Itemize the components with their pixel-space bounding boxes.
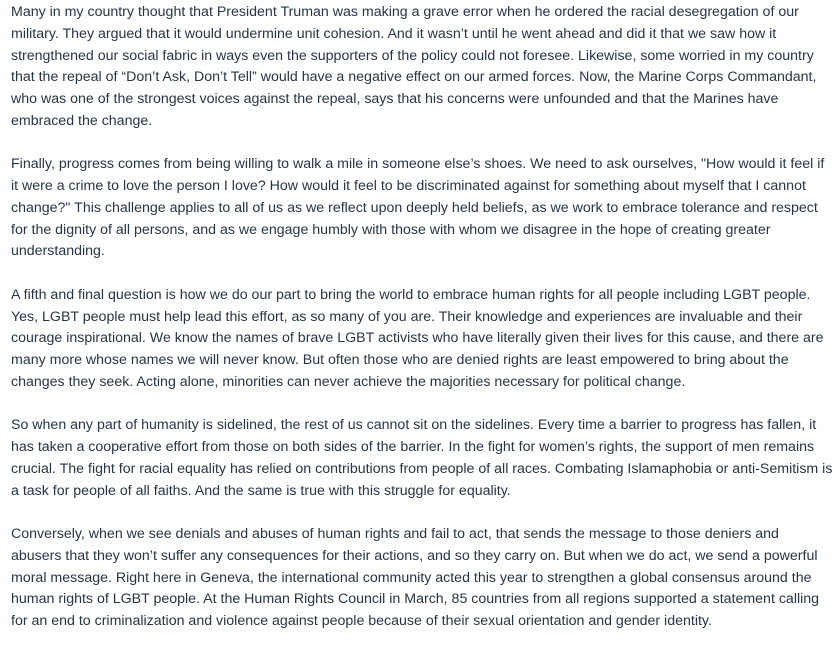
article-body [11,2,833,633]
paragraph: So when any part of humanity is sidelined, the rest of us cannot sit on the sidelines. Every time a barrier to progress has fallen, it has taken a cooperative effort from those on both sides of the barrier. In the fight for women’s rights, the support of men remains crucial. The fight for racial equality has relied on contributions from people of all races. Combating Islamaphobia or anti-Semitism is a task for people of all faiths. And the same is true with this struggle for equality. [11,417,833,499]
paragraph: Conversely, when we see denials and abuses of human rights and fail to act, that sends the message to those deniers and abusers that they won’t suffer any consequences for their actions, and so they carry on. But when we do act, we send a powerful moral message. Right here in Geneva, the international community acted this year to strengthen a global consensus around the human rights of LGBT people. At the Human Rights Council in March, 85 countries from all regions supported a statement calling for an end to criminalization and violence against people because of their sexual orientation and gender identity. [11,526,820,629]
paragraph: A fifth and final question is how we do our part to bring the world to embrace human rights for all people including LGBT people. Yes, LGBT people must help lead this effort, as so many of you are. Their knowledge and experiences are invaluable and their courage inspirational. We know the names of brave LGBT activists who have literally given their lives for this cause, and there are many more whose names we will never know. But often those who are denied rights are least empowered to bring about the changes they seek. Acting alone, minorities can never achieve the majorities necessary for political change. [11,286,824,390]
paragraph: Many in my country thought that President Truman was making a grave error when he ordered the racial desegregation of our military. They argued that it would undermine unit cohesion. And it wasn’t until he went ahead and did it that we saw how it strengthened our social fabric in ways even the supporters of the policy could not foresee. Likewise, some worried in my country that the repeal of “Don’t Ask, Don’t Tell” would have a negative effect on our armed forces. Now, the Marine Corps Commandant, who was one of the strongest voices against the repeal, says that his concerns were unfounded and that the Marines have embraced the change. [11,4,817,129]
paragraph: Finally, progress comes from being willing to walk a mile in someone else’s shoes. We need to ask ourselves, "How would it feel if it were a crime to love the person I love? How would it feel to be discriminated against for something about myself that I cannot change?" This challenge applies to all of us as we reflect upon deeply held beliefs, as we work to embrace tolerance and respect for the dignity of all persons, and as we engage humbly with those with whom we disagree in the hope of creating greater understanding. [11,156,825,260]
